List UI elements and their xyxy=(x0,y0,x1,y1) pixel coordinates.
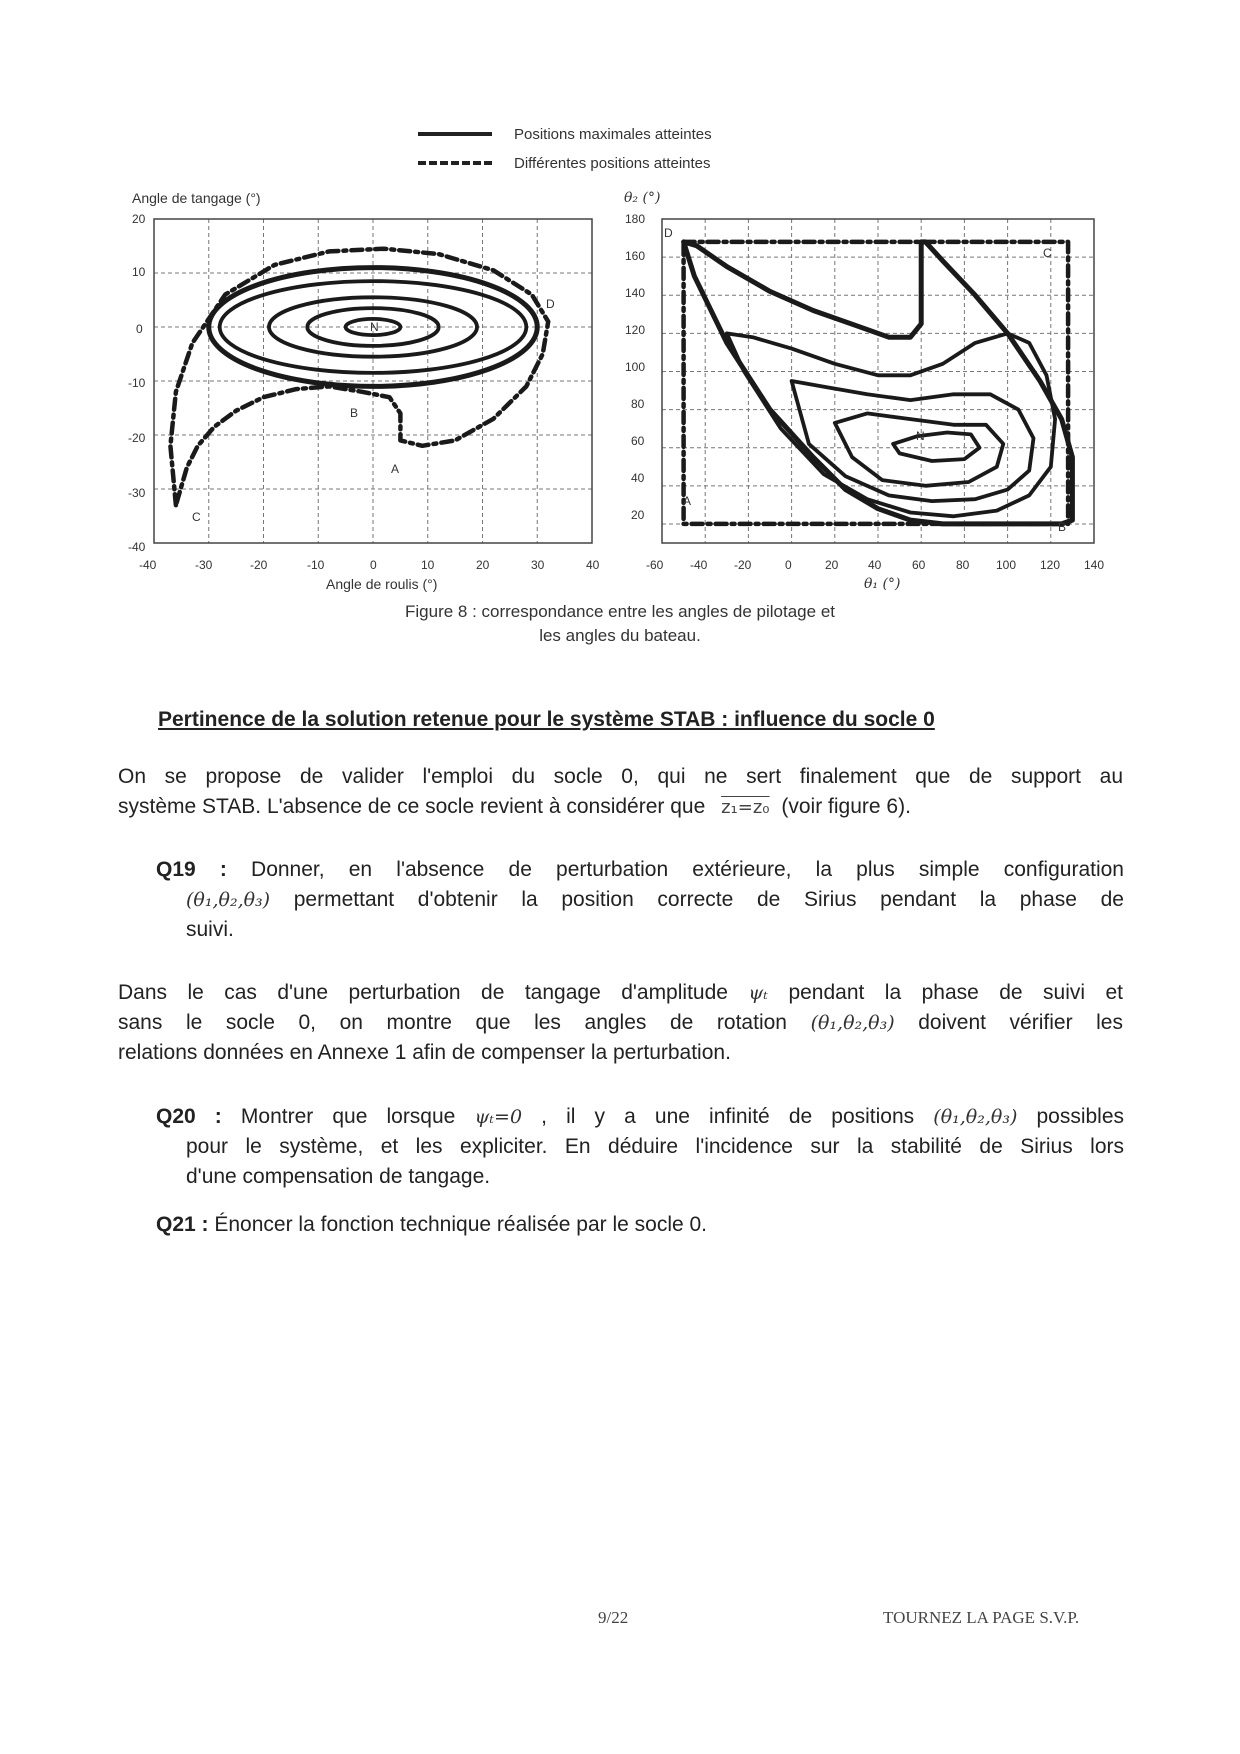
right-ytick: 120 xyxy=(625,323,646,337)
right-point-d: D xyxy=(664,226,673,240)
psi-symbol: ψₜ xyxy=(748,982,768,1004)
para2-line1-after: pendant la phase de suivi et xyxy=(788,981,1124,1004)
legend-solid-line xyxy=(418,132,492,136)
left-point-c: C xyxy=(192,510,201,524)
para2-line3: relations données en Annexe 1 afin de compenser la perturbation. xyxy=(118,1041,731,1064)
left-point-a: A xyxy=(391,462,400,476)
figure-caption xyxy=(300,600,940,648)
q19-line3: suivi. xyxy=(186,918,234,941)
question-q20 xyxy=(156,1102,1124,1192)
right-ytick: 160 xyxy=(625,249,646,263)
q20-line2: pour le système, et les expliciter. En déduire l'incidence sur la stabilité de Sirius lors xyxy=(186,1135,1124,1158)
question-q19 xyxy=(156,855,1124,945)
para2-tuple: (θ₁,θ₂,θ₃) xyxy=(810,1012,895,1034)
left-xtick: 40 xyxy=(586,558,600,572)
paragraph-2 xyxy=(118,978,1123,1068)
left-ytick: 20 xyxy=(132,212,146,226)
q19-tuple: (θ₁,θ₂,θ₃) xyxy=(186,889,271,911)
left-point-n: N xyxy=(370,320,379,334)
intro-line2-before: système STAB. L'absence de ce socle revient à considérer que xyxy=(118,795,706,818)
section-title: Pertinence de la solution retenue pour le système STAB : influence du socle 0 xyxy=(158,708,935,731)
q20-after: possibles xyxy=(1036,1105,1125,1128)
para2-line2-before: sans le socle 0, on montre que les angles de rotation xyxy=(118,1011,787,1034)
para2-line2 xyxy=(118,1008,1123,1038)
right-xtick: 20 xyxy=(825,558,839,572)
right-ytick: 100 xyxy=(625,360,646,374)
q19-line2 xyxy=(156,885,1124,915)
right-ytick: 20 xyxy=(631,508,645,522)
right-point-b: B xyxy=(1058,520,1067,534)
right-xtick: 40 xyxy=(868,558,882,572)
right-point-c: C xyxy=(1043,246,1052,260)
right-point-a: A xyxy=(683,494,692,508)
right-chart-ylabel: θ₂ (°) xyxy=(624,190,661,206)
footer-note: TOURNEZ LA PAGE S.V.P. xyxy=(883,1608,1080,1627)
right-xtick: 100 xyxy=(996,558,1017,572)
q19-label: Q19 : xyxy=(156,858,227,881)
intro-line2-after: (voir figure 6). xyxy=(781,795,911,818)
question-q21 xyxy=(156,1210,1124,1240)
left-point-b: B xyxy=(350,406,359,420)
q20-equation: ψₜ=0 xyxy=(474,1106,523,1128)
q20-before: Montrer que lorsque xyxy=(240,1105,456,1128)
right-ytick: 140 xyxy=(625,286,646,300)
figure-caption-line2: les angles du bateau. xyxy=(539,626,701,645)
right-ytick: 80 xyxy=(631,397,645,411)
series-solid-4 xyxy=(893,433,979,462)
left-ytick: -20 xyxy=(128,431,146,445)
vector-formula: z₁=z₀ xyxy=(721,797,770,818)
right-xtick: -60 xyxy=(646,558,664,572)
right-xtick: 60 xyxy=(912,558,926,572)
left-xtick: -30 xyxy=(195,558,213,572)
left-xtick: 0 xyxy=(370,558,377,572)
right-ytick: 40 xyxy=(631,471,645,485)
right-chart xyxy=(658,215,1098,547)
left-point-d: D xyxy=(546,297,555,311)
right-chart-xlabel: θ₁ (°) xyxy=(864,576,901,592)
left-ytick: 10 xyxy=(132,265,146,279)
q20-line3: d'une compensation de tangage. xyxy=(186,1165,491,1188)
left-chart xyxy=(150,215,596,547)
legend-dashed-line xyxy=(418,161,492,165)
page-number: 9/22 xyxy=(598,1608,629,1627)
intro-line1: On se propose de valider l'emploi du socle 0, qui ne sert finalement que de support au xyxy=(118,765,1123,788)
left-xtick: 30 xyxy=(531,558,545,572)
right-ytick: 180 xyxy=(625,212,646,226)
left-xtick: -10 xyxy=(307,558,325,572)
left-xtick: -40 xyxy=(139,558,157,572)
right-xtick: 0 xyxy=(785,558,792,572)
q21-label: Q21 : xyxy=(156,1213,209,1236)
q19-line2-text: permettant d'obtenir la position correcte de Sirius pendant la phase de xyxy=(293,888,1124,911)
q20-line1 xyxy=(156,1102,1124,1132)
para2-line1 xyxy=(118,978,1123,1008)
legend-dashed-label: Différentes positions atteintes xyxy=(514,154,711,172)
left-chart-ylabel: Angle de tangage (°) xyxy=(132,190,261,206)
para2-line2-after: doivent vérifier les xyxy=(918,1011,1123,1034)
right-ytick: 60 xyxy=(631,434,645,448)
left-xtick: 20 xyxy=(476,558,490,572)
left-ytick: -40 xyxy=(128,540,146,554)
left-ytick: -30 xyxy=(128,486,146,500)
q19-line1 xyxy=(156,855,1124,885)
q20-label: Q20 : xyxy=(156,1105,222,1128)
left-ytick: 0 xyxy=(136,322,143,336)
right-xtick: 120 xyxy=(1040,558,1061,572)
legend-solid-label: Positions maximales atteintes xyxy=(514,125,712,143)
left-chart-xlabel: Angle de roulis (°) xyxy=(326,576,438,592)
q19-line1-text: Donner, en l'absence de perturbation extérieure, la plus simple configuration xyxy=(251,858,1124,881)
left-xtick: -20 xyxy=(250,558,268,572)
right-xtick: 140 xyxy=(1084,558,1105,572)
right-xtick: -20 xyxy=(734,558,752,572)
intro-line2 xyxy=(118,792,1123,823)
q20-middle: , il y a une infinité de positions xyxy=(541,1105,915,1128)
left-xtick: 10 xyxy=(421,558,435,572)
figure-caption-line1: Figure 8 : correspondance entre les angles de pilotage et xyxy=(405,602,835,621)
left-ytick: -10 xyxy=(128,376,146,390)
series-dashed-5 xyxy=(684,242,1069,524)
right-xtick: -40 xyxy=(690,558,708,572)
legend-dashed xyxy=(418,153,711,173)
intro-paragraph xyxy=(118,762,1123,823)
q21-text: Énoncer la fonction technique réalisée par le socle 0. xyxy=(214,1213,708,1236)
legend-solid xyxy=(418,124,712,144)
para2-line1-before: Dans le cas d'une perturbation de tangage d'amplitude xyxy=(118,981,728,1004)
right-point-n: N xyxy=(916,429,925,443)
right-xtick: 80 xyxy=(956,558,970,572)
q20-tuple: (θ₁,θ₂,θ₃) xyxy=(933,1106,1018,1128)
